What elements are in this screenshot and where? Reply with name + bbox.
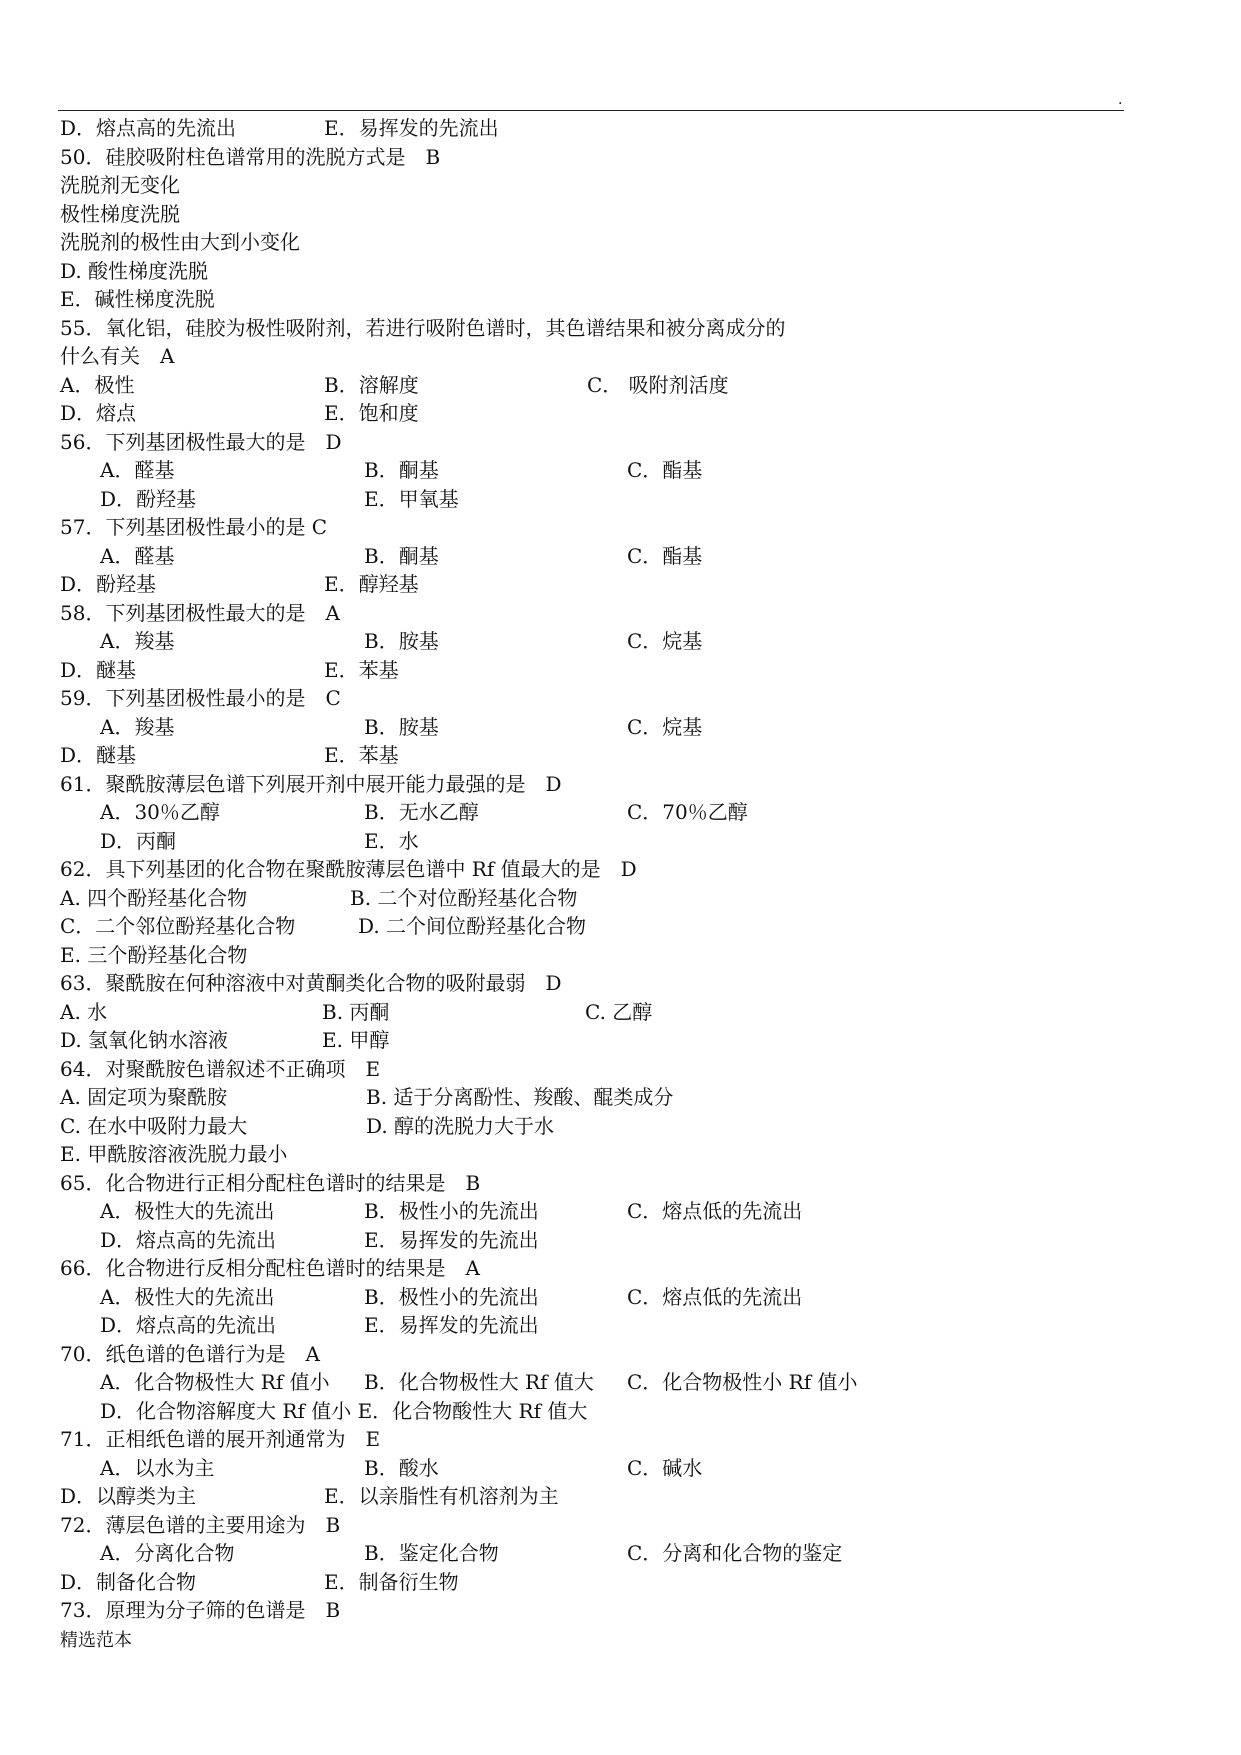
text-line bbox=[60, 1112, 1140, 1141]
text-line bbox=[60, 1568, 1140, 1597]
option-text: D. 二个间位酚羟基化合物 bbox=[358, 914, 587, 938]
option-text: A．分离化合物 bbox=[100, 1541, 235, 1565]
option-text: E. 甲醇 bbox=[322, 1028, 390, 1052]
text-line bbox=[60, 228, 1140, 257]
option-text: E．制备衍生物 bbox=[324, 1569, 459, 1594]
document-body bbox=[60, 114, 1140, 1625]
option-text: D．酚羟基 bbox=[60, 572, 157, 596]
option-text: A．极性大的先流出 bbox=[100, 1284, 275, 1309]
option-text: C. 在水中吸附力最大 bbox=[60, 1113, 248, 1138]
text-line bbox=[60, 485, 1140, 514]
text-line bbox=[60, 969, 1140, 998]
option-text: B. 适于分离酚性、羧酸、醌类成分 bbox=[366, 1085, 674, 1109]
option-text: E．饱和度 bbox=[324, 401, 419, 425]
text-line bbox=[60, 257, 1140, 286]
option-text: A. 四个酚羟基化合物 bbox=[60, 885, 248, 910]
footer-text: 精选范本 bbox=[60, 1630, 132, 1651]
question-text: 洗脱剂无变化 bbox=[60, 173, 180, 197]
question-text: 59．下列基团极性最小的是 C bbox=[60, 686, 341, 710]
option-text: A．极性大的先流出 bbox=[100, 1199, 275, 1223]
question-text: E. 甲酰胺溶液洗脱力最小 bbox=[60, 1142, 288, 1166]
text-line bbox=[60, 570, 1140, 599]
option-text: D．熔点 bbox=[60, 401, 137, 425]
question-text: 极性梯度洗脱 bbox=[60, 201, 180, 226]
option-text: E．易挥发的先流出 bbox=[324, 116, 499, 140]
option-text: A. 水 bbox=[60, 999, 108, 1024]
header-mark: . bbox=[1118, 92, 1123, 108]
text-line bbox=[60, 656, 1140, 685]
text-line bbox=[60, 1169, 1140, 1198]
option-text: D．丙酮 bbox=[100, 828, 177, 853]
text-line bbox=[60, 456, 1140, 485]
question-text: 什么有关 A bbox=[60, 344, 175, 368]
option-text: E．以亲脂性有机溶剂为主 bbox=[324, 1484, 559, 1508]
option-text: B．溶解度 bbox=[324, 372, 419, 397]
option-text: E．醇羟基 bbox=[324, 572, 419, 596]
question-text: 洗脱剂的极性由大到小变化 bbox=[60, 230, 300, 254]
option-text: D. 氢氧化钠水溶液 bbox=[60, 1028, 229, 1052]
text-line bbox=[60, 1482, 1140, 1511]
question-text: D．化合物溶解度大 Rf 值小 E．化合物酸性大 Rf 值大 bbox=[100, 1398, 588, 1423]
question-text: 70．纸色谱的色谱行为是 A bbox=[60, 1341, 320, 1366]
text-line bbox=[60, 884, 1140, 913]
text-line bbox=[60, 684, 1140, 713]
option-text: C．化合物极性小 Rf 值小 bbox=[627, 1370, 858, 1394]
option-text: E．水 bbox=[364, 828, 419, 853]
option-text: A. 固定项为聚酰胺 bbox=[60, 1085, 228, 1109]
question-text: 66．化合物进行反相分配柱色谱时的结果是 A bbox=[60, 1256, 480, 1280]
question-text: D. 酸性梯度洗脱 bbox=[60, 258, 209, 283]
option-text: A．化合物极性大 Rf 值小 bbox=[100, 1370, 330, 1394]
text-line bbox=[60, 1454, 1140, 1483]
text-line bbox=[60, 713, 1140, 742]
text-line bbox=[60, 314, 1140, 343]
question-text: E. 三个酚羟基化合物 bbox=[60, 942, 248, 967]
option-text: C．二个邻位酚羟基化合物 bbox=[60, 914, 296, 938]
option-text: C． 吸附剂活度 bbox=[587, 372, 729, 397]
text-line bbox=[60, 1596, 1140, 1625]
text-line bbox=[60, 1311, 1140, 1340]
text-line bbox=[60, 399, 1140, 428]
question-text: 50．硅胶吸附柱色谱常用的洗脱方式是 B bbox=[60, 144, 441, 169]
question-text: 61．聚酰胺薄层色谱下列展开剂中展开能力最强的是 D bbox=[60, 771, 562, 796]
text-line bbox=[60, 1254, 1140, 1283]
option-text: D．醚基 bbox=[60, 657, 137, 682]
text-line bbox=[60, 1368, 1140, 1397]
option-text: C. 乙醇 bbox=[585, 999, 653, 1024]
option-text: B．胺基 bbox=[364, 629, 439, 653]
option-text: B．极性小的先流出 bbox=[364, 1199, 539, 1223]
option-text: D．酚羟基 bbox=[100, 486, 197, 511]
option-text: B. 二个对位酚羟基化合物 bbox=[350, 885, 578, 910]
option-text: C．烷基 bbox=[627, 714, 703, 739]
option-text: C．烷基 bbox=[627, 629, 703, 653]
option-text: A．羧基 bbox=[100, 629, 175, 653]
question-text: 71．正相纸色谱的展开剂通常为 E bbox=[60, 1427, 381, 1451]
option-text: B. 丙酮 bbox=[322, 999, 390, 1024]
option-text: A．羧基 bbox=[100, 714, 175, 739]
option-text: E．甲氧基 bbox=[364, 486, 459, 511]
text-line bbox=[60, 741, 1140, 770]
option-text: B．化合物极性大 Rf 值大 bbox=[364, 1370, 594, 1394]
text-line bbox=[60, 941, 1140, 970]
option-text: D．熔点高的先流出 bbox=[60, 116, 237, 140]
question-text: 55．氧化铝，硅胶为极性吸附剂，若进行吸附色谱时，其色谱结果和被分离成分的 bbox=[60, 315, 786, 340]
option-text: E．苯基 bbox=[324, 743, 399, 767]
text-line bbox=[60, 1539, 1140, 1568]
text-line bbox=[60, 114, 1140, 143]
text-line bbox=[60, 1083, 1140, 1112]
text-line bbox=[60, 912, 1140, 941]
question-text: 58．下列基团极性最大的是 A bbox=[60, 600, 340, 625]
text-line bbox=[60, 599, 1140, 628]
option-text: E．易挥发的先流出 bbox=[364, 1227, 539, 1252]
option-text: C．碱水 bbox=[627, 1455, 703, 1480]
option-text: A．极性 bbox=[60, 372, 135, 397]
option-text: C．熔点低的先流出 bbox=[627, 1199, 803, 1223]
text-line bbox=[60, 627, 1140, 656]
text-line bbox=[60, 770, 1140, 799]
question-text: 56．下列基团极性最大的是 D bbox=[60, 429, 342, 454]
option-text: D．熔点高的先流出 bbox=[100, 1227, 277, 1252]
text-line bbox=[60, 200, 1140, 229]
text-line bbox=[60, 1055, 1140, 1084]
question-text: 57．下列基团极性最小的是 C bbox=[60, 515, 328, 539]
question-text: 73．原理为分子筛的色谱是 B bbox=[60, 1598, 341, 1622]
option-text: D．醚基 bbox=[60, 743, 137, 767]
option-text: B．无水乙醇 bbox=[364, 800, 479, 824]
text-line bbox=[60, 171, 1140, 200]
option-text: A．以水为主 bbox=[100, 1455, 215, 1480]
option-text: D．制备化合物 bbox=[60, 1569, 197, 1594]
text-line bbox=[60, 285, 1140, 314]
option-text: B．极性小的先流出 bbox=[364, 1284, 539, 1309]
question-text: 63．聚酰胺在何种溶液中对黄酮类化合物的吸附最弱 D bbox=[60, 971, 562, 995]
text-line bbox=[60, 1397, 1140, 1426]
text-line bbox=[60, 1140, 1140, 1169]
text-line bbox=[60, 827, 1140, 856]
question-text: 65．化合物进行正相分配柱色谱时的结果是 B bbox=[60, 1170, 481, 1195]
option-text: B．鉴定化合物 bbox=[364, 1541, 499, 1565]
option-text: B．酮基 bbox=[364, 458, 439, 482]
text-line bbox=[60, 513, 1140, 542]
option-text: C．酯基 bbox=[627, 458, 703, 482]
option-text: D．以醇类为主 bbox=[60, 1484, 197, 1508]
option-text: D. 醇的洗脱力大于水 bbox=[366, 1113, 555, 1138]
text-line bbox=[60, 1283, 1140, 1312]
option-text: E．易挥发的先流出 bbox=[364, 1313, 539, 1337]
text-line bbox=[60, 1197, 1140, 1226]
text-line bbox=[60, 1425, 1140, 1454]
question-text: 62．具下列基团的化合物在聚酰胺薄层色谱中 Rf 值最大的是 D bbox=[60, 857, 637, 881]
text-line bbox=[60, 143, 1140, 172]
option-text: A．30％乙醇 bbox=[100, 800, 220, 824]
option-text: E．苯基 bbox=[324, 657, 399, 682]
text-line bbox=[60, 371, 1140, 400]
text-line bbox=[60, 1511, 1140, 1540]
text-line bbox=[60, 342, 1140, 371]
option-text: B．胺基 bbox=[364, 714, 439, 739]
option-text: A．醛基 bbox=[100, 543, 175, 568]
option-text: A．醛基 bbox=[100, 458, 175, 482]
text-line bbox=[60, 998, 1140, 1027]
header-rule bbox=[58, 110, 1124, 111]
option-text: C．70％乙醇 bbox=[627, 800, 748, 824]
option-text: C．熔点低的先流出 bbox=[627, 1284, 803, 1309]
question-text: 72．薄层色谱的主要用途为 B bbox=[60, 1512, 341, 1537]
option-text: B．酮基 bbox=[364, 543, 439, 568]
text-line bbox=[60, 1226, 1140, 1255]
option-text: D．熔点高的先流出 bbox=[100, 1313, 277, 1337]
text-line bbox=[60, 1340, 1140, 1369]
question-text: 64．对聚酰胺色谱叙述不正确项 E bbox=[60, 1056, 381, 1081]
option-text: C．分离和化合物的鉴定 bbox=[627, 1541, 843, 1565]
text-line bbox=[60, 542, 1140, 571]
text-line bbox=[60, 798, 1140, 827]
option-text: C．酯基 bbox=[627, 543, 703, 568]
text-line bbox=[60, 428, 1140, 457]
text-line bbox=[60, 855, 1140, 884]
option-text: B．酸水 bbox=[364, 1455, 439, 1480]
question-text: E．碱性梯度洗脱 bbox=[60, 287, 215, 311]
text-line bbox=[60, 1026, 1140, 1055]
